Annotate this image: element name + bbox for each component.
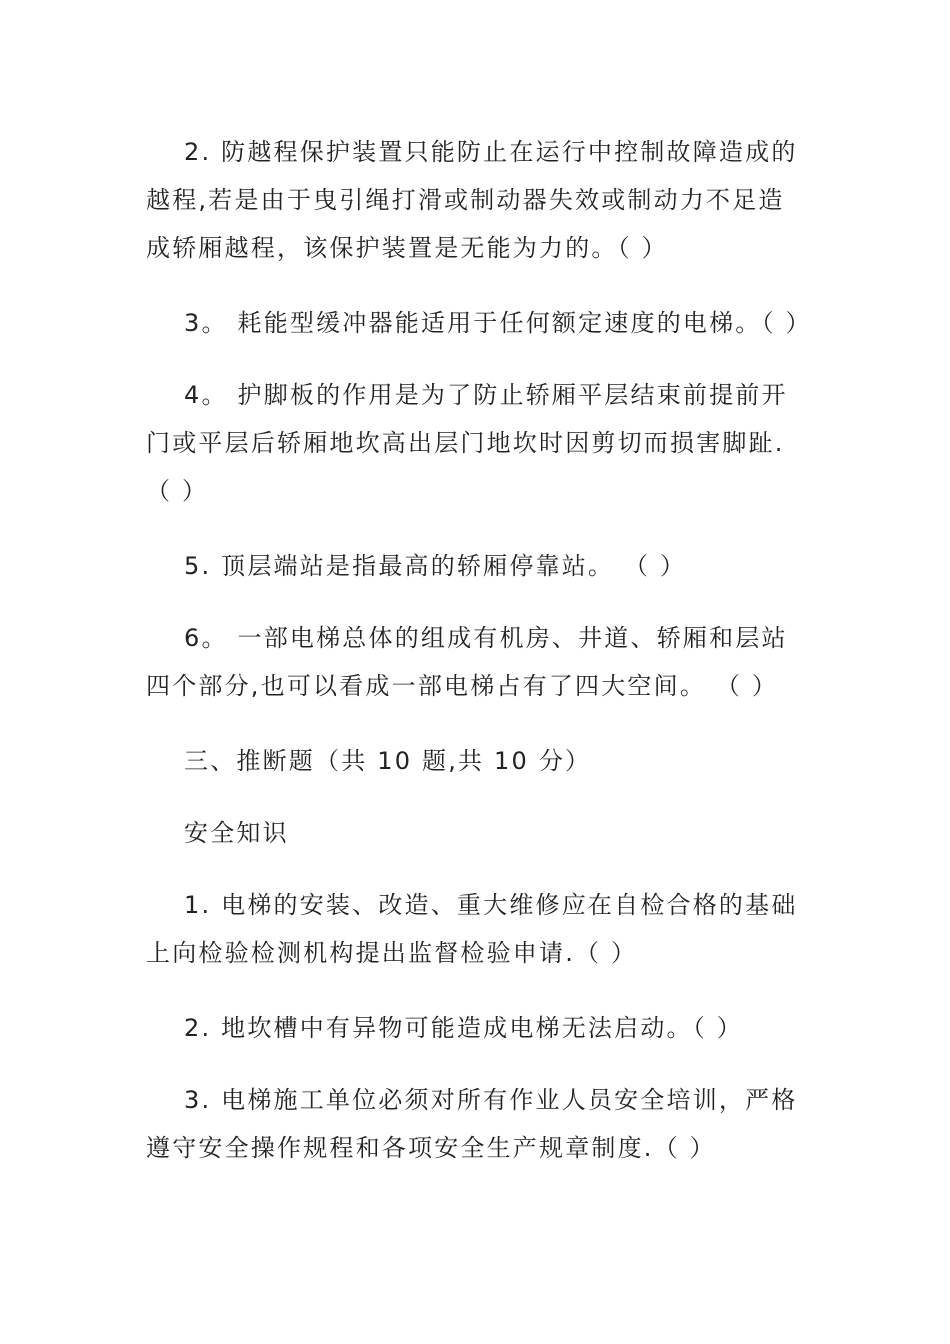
document-body [146,128,812,1199]
question-paragraph-2: 2. 防越程保护装置只能防止在运行中控制故障造成的越程,若是由于曳引绳打滑或制动器失效或制动力不足造成轿厢越程，该保护装置是无能为力的。（ ） [146,138,798,262]
judgment-question-2: 2. 地坎槽中有异物可能造成电梯无法启动。（ ） [184,1014,743,1042]
question-paragraph-5: 5. 顶层端站是指最高的轿厢停靠站。 （ ） [184,552,687,580]
subsection-heading: 安全知识 [184,819,289,847]
judgment-question-3: 3. 电梯施工单位必须对所有作业人员安全培训，严格遵守安全操作规程和各项安全生产规章制度.（ ） [146,1086,798,1162]
section-heading: 三、推断题（共 10 题,共 10 分） [184,747,592,775]
question-paragraph-6: 6。 一部电梯总体的组成有机房、井道、轿厢和层站四个部分,也可以看成一部电梯占有了四大空间。 （ ） [146,624,788,700]
judgment-question-1: 1. 电梯的安装、改造、重大维修应在自检合格的基础上向检验检测机构提出监督检验申请.（ ） [146,891,798,967]
question-paragraph-3: 3。 耗能型缓冲器能适用于任何额定速度的电梯。（ ） [184,309,812,337]
question-paragraph-4: 4。 护脚板的作用是为了防止轿厢平层结束前提前开门或平层后轿厢地坎高出层门地坎时因剪切而损害脚趾.（ ） [146,381,788,505]
